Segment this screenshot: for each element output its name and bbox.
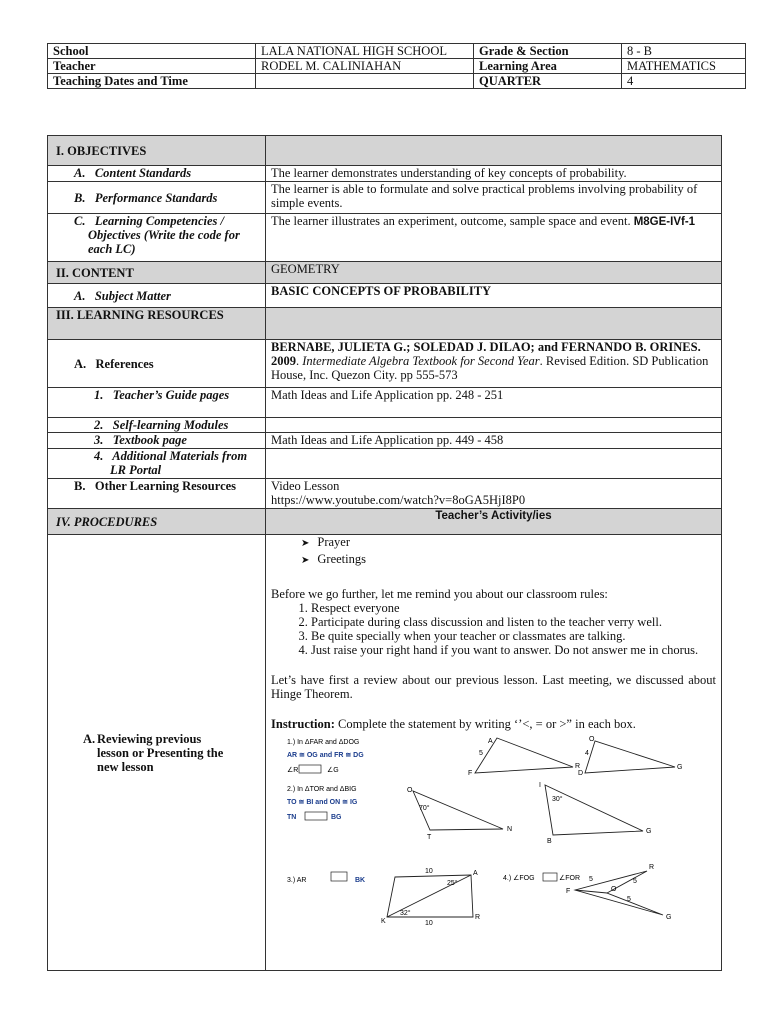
area-value: MATHEMATICS [622, 59, 746, 74]
num-3: 3. [94, 433, 104, 447]
label-additional-materials: Additional Materials from LR Portal [110, 449, 248, 477]
p2-title: 2.) In ΔTOR and ΔBIG [287, 786, 357, 793]
vertex-label: F [566, 888, 571, 895]
instruction-label: Instruction: [271, 717, 335, 731]
references-label [48, 340, 266, 388]
performance-standards-label [48, 182, 266, 214]
quarter-label: QUARTER [474, 74, 622, 89]
vertex-label: I [539, 782, 541, 789]
num-2: 2. [94, 418, 104, 432]
num-1: 1. [94, 388, 104, 402]
competencies-text: The learner illustrates an experiment, outcome, sample space and event. [271, 214, 631, 228]
subject-matter-value: BASIC CONCEPTS OF PROBABILITY [266, 284, 722, 308]
vertex-label: R [575, 763, 581, 770]
bullet-text: Greetings [317, 552, 366, 566]
label-self-learning: Self-learning Modules [112, 418, 229, 432]
p1-given: AR ≅ OG and FR ≅ DG [287, 752, 364, 759]
self-learning-value [266, 418, 722, 433]
review-lesson-label [48, 535, 266, 971]
label-teachers-guide: Teacher’s Guide pages [112, 388, 230, 402]
performance-standards-value: The learner is able to formulate and solve practical problems involving probability of simple events. [266, 182, 722, 214]
objectives-heading: I. OBJECTIVES [48, 136, 266, 166]
procedures-heading: IV. PROCEDURES [48, 509, 266, 535]
subject-matter-label [48, 284, 266, 308]
instruction [271, 717, 716, 731]
p4-left: 4.) ∠FOG [503, 875, 535, 882]
answer-box[interactable] [299, 765, 321, 773]
objectives-heading-blank [266, 136, 722, 166]
rule-item: 2. Participate during class discussion and listen to the teacher verry well. [311, 615, 716, 629]
label-content-standards: Content Standards [94, 166, 192, 180]
activity-heading: Teacher’s Activity/ies [266, 509, 722, 535]
references-value: BERNABE, JULIETA G.; SOLEDAD J. DILAO; and FERNANDO B. ORINES. 2009. Intermediate Algebra Textbook for Second Year. Revised Edition. SD Publication House, Inc. Quezon City. pp 555-573 [266, 340, 722, 388]
angle-label: 30° [552, 796, 563, 803]
num-b: B. [74, 190, 86, 205]
num-a2: A. [74, 288, 86, 303]
grade-value: 8 - B [622, 44, 746, 59]
p3-left: 3.) AR [287, 877, 307, 884]
teachers-guide-value: Math Ideas and Life Application pp. 248 - 251 [266, 388, 722, 418]
quarter-value: 4 [622, 74, 746, 89]
video-lesson-link[interactable]: https://www.youtube.com/watch?v=8oGA5HjI8P0 [271, 493, 526, 507]
answer-box[interactable] [305, 812, 327, 820]
vertex-label: G [677, 764, 683, 771]
length-label: 10 [425, 920, 433, 925]
length-label: 5 [479, 750, 483, 757]
competencies-value [266, 214, 722, 262]
p3-right: BK [355, 877, 366, 884]
num-ref: A. [74, 356, 87, 371]
angle-label: 32° [400, 910, 411, 917]
other-resources-label [48, 479, 266, 509]
num-c: C. [74, 214, 86, 228]
bullet-greetings [301, 552, 716, 568]
num-b2: B. [74, 479, 86, 493]
review-lesson-label-block [53, 732, 233, 774]
vertex-label: R [649, 864, 655, 871]
p1-right: ∠G [327, 767, 339, 774]
other-resources-value [266, 479, 722, 509]
teacher-label: Teacher [48, 59, 256, 74]
vertex-label: B [547, 838, 552, 845]
dates-label: Teaching Dates and Time [48, 74, 256, 89]
vertex-label: R [475, 914, 481, 921]
vertex-label: F [468, 770, 473, 777]
vertex-label: K [381, 918, 386, 925]
length-label: 5 [627, 896, 631, 903]
p4-right: ∠FOR [559, 875, 581, 882]
vertex-label: N [507, 826, 513, 833]
length-label: 4 [585, 750, 589, 757]
review-text: Let’s have first a review about our previous lesson. Last meeting, we discussed about Hinge Theorem. [271, 673, 716, 701]
rules-intro: Before we go further, let me remind you about our classroom rules: [271, 587, 608, 601]
p1-title: 1.) In ΔFAR and ΔDOG [287, 739, 360, 746]
competencies-label [48, 214, 266, 262]
vertex-label: D [578, 770, 584, 777]
content-standards-label [48, 166, 266, 182]
vertex-label: O [407, 787, 413, 794]
area-label: Learning Area [474, 59, 622, 74]
textbook-value: Math Ideas and Life Application pp. 449 - 458 [266, 433, 722, 449]
competency-code: M8GE-IVf-1 [633, 216, 696, 228]
num-a3: A. [83, 731, 96, 746]
hinge-theorem-figure [271, 735, 716, 925]
additional-materials-value [266, 449, 722, 479]
ref-authors: BERNABE, JULIETA G.; SOLEDAD J. DILAO; and FERNANDO B. ORINES. 2009 [271, 340, 701, 368]
rule-item: 4. Just raise your right hand if you want to answer. Do not answer me in chorus. [311, 643, 716, 657]
angle-label: 25° [447, 880, 458, 887]
vertex-label: T [427, 834, 432, 841]
rules-list [271, 601, 716, 657]
label-textbook: Textbook page [112, 433, 187, 447]
vertex-label: O [611, 886, 617, 893]
length-label: 5 [633, 878, 637, 885]
header-table [47, 43, 746, 89]
instruction-text: Complete the statement by writing ‘’<, = or >” in each box. [338, 717, 636, 731]
arrow-bullet-icon: ➤ [301, 538, 310, 549]
length-label: 5 [589, 876, 593, 883]
bullet-prayer [301, 535, 716, 551]
school-label: School [48, 44, 256, 59]
triangle-big [545, 785, 643, 835]
rule-item: 3. Be quite specially when your teacher or classmates are talking. [311, 629, 716, 643]
grade-label: Grade & Section [474, 44, 622, 59]
label-other-resources: Other Learning Resources [94, 479, 237, 493]
p2-right: BG [331, 814, 342, 821]
arrow-bullet-icon: ➤ [301, 555, 310, 566]
ref-rest: . Revised Edition. SD Publication House, Inc. Quezon City. pp 555-573 [271, 354, 709, 382]
resources-heading: III. LEARNING RESOURCES [48, 308, 266, 340]
answer-box[interactable] [331, 872, 347, 881]
vertex-label: O [589, 736, 595, 743]
content-value: GEOMETRY [266, 262, 722, 284]
vertex-label: G [666, 914, 672, 921]
dates-value [256, 74, 474, 89]
label-review-lesson: Reviewing previous lesson or Presenting the new lesson [97, 731, 224, 774]
p2-left: TN [287, 814, 297, 821]
resources-heading-blank [266, 308, 722, 340]
label-competencies: Learning Competencies / Objectives (Write the code for each LC) [88, 214, 240, 256]
angle-label: 70° [419, 805, 430, 812]
triangles-svg [285, 735, 685, 925]
triangle-dog [585, 741, 675, 773]
label-performance-standards: Performance Standards [94, 190, 218, 205]
additional-materials-label [48, 449, 266, 479]
p1-left: ∠R [287, 767, 299, 774]
textbook-label [48, 433, 266, 449]
bullet-text: Prayer [317, 535, 351, 549]
self-learning-label [48, 418, 266, 433]
review-lesson-content [266, 535, 722, 971]
content-heading: II. CONTENT [48, 262, 266, 284]
vertex-label: A [473, 870, 478, 877]
p2-given: TO ≅ BI and ON ≅ IG [287, 799, 358, 806]
vertex-label: G [646, 828, 652, 835]
ref-title: Intermediate Algebra Textbook for Second Year [302, 354, 540, 368]
num-4: 4. [94, 449, 104, 463]
content-standards-value: The learner demonstrates understanding of key concepts of probability. [266, 166, 722, 182]
school-value: LALA NATIONAL HIGH SCHOOL [256, 44, 474, 59]
rule-item: 1. Respect everyone [311, 601, 716, 615]
answer-box[interactable] [543, 873, 557, 881]
label-subject-matter: Subject Matter [94, 288, 171, 303]
vertex-label: A [488, 738, 493, 745]
label-references: References [95, 356, 154, 371]
teachers-guide-label [48, 388, 266, 418]
lesson-plan-table [47, 135, 722, 971]
teacher-value: RODEL M. CALINIAHAN [256, 59, 474, 74]
video-lesson-text: Video Lesson [271, 479, 340, 493]
num-a: A. [74, 166, 86, 180]
length-label: 10 [425, 868, 433, 875]
